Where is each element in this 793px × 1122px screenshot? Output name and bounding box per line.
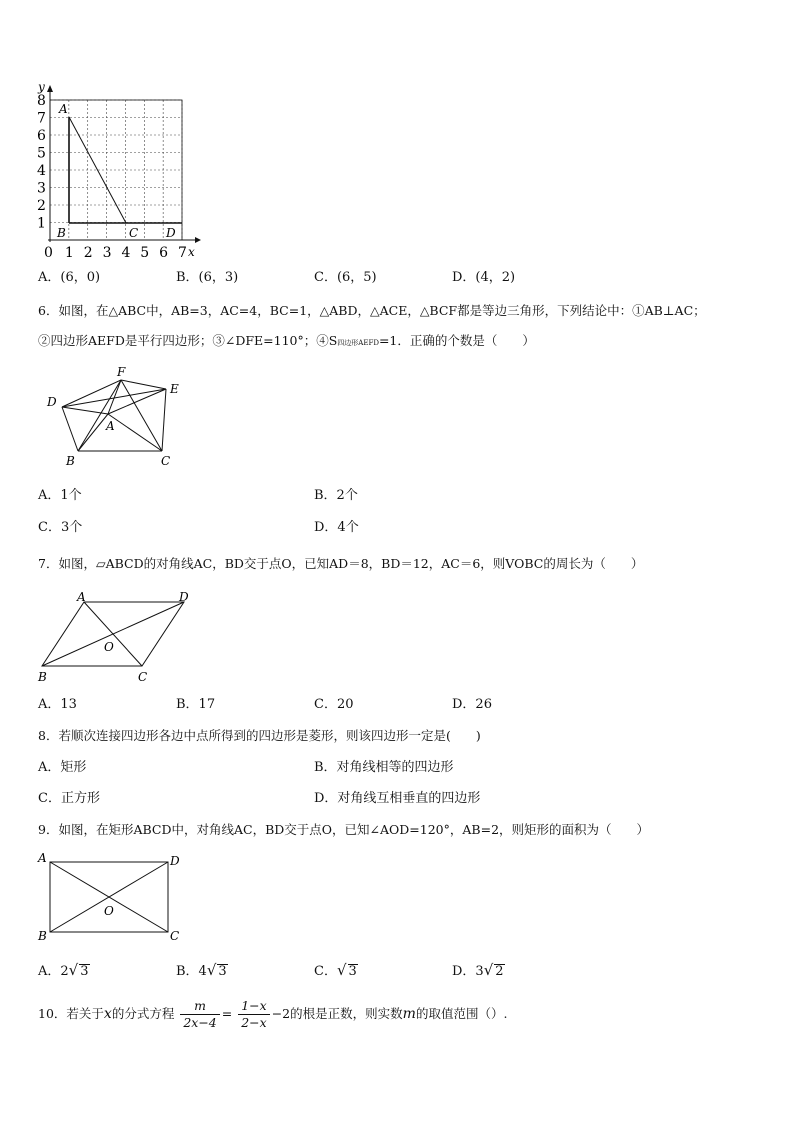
q6-line-DB <box>62 407 78 451</box>
y-tick-label: 6 <box>37 128 46 144</box>
q8-option-d[interactable]: D．对角线互相垂直的四边形 <box>314 791 481 806</box>
q10-var-m: m <box>402 1006 416 1022</box>
q6-label-C: C <box>161 454 171 468</box>
point-label-A: A <box>59 102 68 116</box>
q8-option-a[interactable]: A．矩形 <box>38 760 87 775</box>
q7-option-d[interactable]: D．26 <box>452 697 492 712</box>
q6-line-AE <box>108 389 166 414</box>
y-tick-label: 2 <box>37 198 46 214</box>
q7-label-A: A <box>77 590 86 604</box>
q7-option-a[interactable]: A．13 <box>38 697 77 712</box>
q9-option-c-prefix: C． <box>314 964 337 979</box>
q10-fraction-1 <box>180 998 219 1031</box>
q9-option-a-radicand: 3 <box>80 964 89 979</box>
q6-option-d[interactable]: D．4个 <box>314 520 359 535</box>
q6-figure <box>40 362 190 472</box>
q7-parallelogram-figure <box>34 588 204 686</box>
q7-stem: 7．如图，▱ABCD的对角线AC，BD交于点O，已知AD＝8，BD＝12，AC＝6，则VOBC的周长为（ ） <box>38 556 644 571</box>
q8-option-b[interactable]: B．对角线相等的四边形 <box>314 760 454 775</box>
q9-rectangle-figure <box>34 848 194 948</box>
q9-label-C: C <box>170 929 180 943</box>
x-tick-label: 3 <box>102 245 112 260</box>
q6-line-AB <box>78 414 108 451</box>
y-tick-label: 1 <box>37 215 46 232</box>
q6-option-c[interactable]: C．3个 <box>38 520 83 535</box>
q9-label-O: O <box>104 904 114 918</box>
y-tick-label: 8 <box>37 93 46 109</box>
q9-label-A: A <box>38 851 47 865</box>
q10-part2: 的分式方程 <box>111 1006 175 1021</box>
segment-AC <box>69 117 126 223</box>
grid-lines <box>50 100 182 240</box>
sqrt-icon: √ <box>206 961 217 979</box>
q10-var-x: x <box>103 1006 112 1022</box>
q7-option-b[interactable]: B．17 <box>176 697 216 712</box>
q8-stem: 8．若顺次连接四边形各边中点所得到的四边形是菱形，则该四边形一定是( ) <box>38 728 481 743</box>
q7-option-c[interactable]: C．20 <box>314 697 354 712</box>
q9-option-a[interactable] <box>38 962 90 980</box>
q6-option-b[interactable]: B．2个 <box>314 488 358 503</box>
q10-frac1-denominator: 2x−4 <box>183 1015 217 1030</box>
q9-option-b-prefix: B．4 <box>176 964 207 979</box>
x-tick-label: 5 <box>140 245 150 260</box>
q5-option-b[interactable]: B．(6，3) <box>176 270 239 285</box>
q6-stem-line2-part1: ②四边形AEFD是平行四边形；③∠DFE=110°；④S <box>38 333 338 348</box>
q9-label-B: B <box>38 929 47 943</box>
sqrt-icon: √ <box>336 961 347 979</box>
y-tick-label: 7 <box>37 110 46 127</box>
q6-stem-line1: 6．如图，在△ABC中，AB=3，AC=4，BC=1，△ABD，△ACE，△BCF都是等边三角形，下列结论中：①AB⊥AC； <box>38 303 706 318</box>
q9-stem: 9．如图，在矩形ABCD中，对角线AC，BD交于点O，已知∠AOD=120°，AB=2，则矩形的面积为（ ） <box>38 822 650 837</box>
coordinate-grid-figure <box>30 80 205 260</box>
q9-option-d[interactable] <box>452 962 505 980</box>
q6-option-a[interactable]: A．1个 <box>38 488 82 503</box>
point-label-B: B <box>57 226 66 240</box>
q10-stem <box>38 996 507 1032</box>
y-axis-arrow <box>47 85 53 92</box>
q8-option-c[interactable]: C．正方形 <box>38 791 100 806</box>
point-label-C: C <box>129 226 139 240</box>
point-label-D: D <box>166 226 176 240</box>
q7-label-O: O <box>104 640 114 654</box>
q6-label-D: D <box>47 395 57 409</box>
q5-option-d[interactable]: D．(4，2) <box>452 270 516 285</box>
y-tick-label: 4 <box>37 163 46 179</box>
q5-option-a[interactable]: A．(6，0) <box>38 270 101 285</box>
q7-label-B: B <box>38 670 47 684</box>
q5-option-c[interactable]: C．(6，5) <box>314 270 377 285</box>
x-tick-label: 4 <box>121 245 131 260</box>
q9-option-a-prefix: A．2 <box>38 964 69 979</box>
q6-stem-line2 <box>38 333 535 351</box>
q7-label-C: C <box>138 670 148 684</box>
q10-minus2: −2 <box>271 1006 291 1021</box>
q9-option-d-prefix: D．3 <box>452 964 484 979</box>
q10-frac2-numerator: 1−x <box>238 998 269 1015</box>
y-axis-label: y <box>38 80 45 94</box>
x-tick-label: 2 <box>83 245 93 260</box>
q10-part4: 的取值范围（）. <box>415 1006 508 1021</box>
q6-label-B: B <box>66 454 75 468</box>
q6-line-AC <box>108 414 162 451</box>
q9-option-b[interactable] <box>176 962 228 980</box>
q6-stem-line2-part2: =1．正确的个数是（ ） <box>378 333 535 348</box>
q6-line-FE <box>121 380 166 389</box>
q7-label-D: D <box>179 590 189 604</box>
x-tick-label: 0 <box>44 245 53 260</box>
q10-equals: = <box>221 1006 233 1021</box>
q10-fraction-2 <box>238 998 269 1031</box>
q6-label-A: A <box>106 419 115 433</box>
q6-area-subscript: 四边形AEFD <box>337 339 379 347</box>
q6-label-F: F <box>117 365 126 379</box>
q6-label-E: E <box>170 382 179 396</box>
q10-part1: 10．若关于 <box>38 1006 104 1021</box>
q9-option-b-radicand: 3 <box>218 964 227 979</box>
y-tick-label: 3 <box>37 180 46 197</box>
x-tick-label: 7 <box>178 245 187 260</box>
q10-part3: 的根是正数，则实数 <box>290 1006 403 1021</box>
y-tick-label: 5 <box>37 145 46 162</box>
x-axis-label: x <box>188 245 195 259</box>
sqrt-icon: √ <box>68 961 79 979</box>
y-tick-labels <box>37 93 46 232</box>
q10-frac1-numerator: m <box>180 998 219 1015</box>
q9-option-c-radicand: 3 <box>348 964 357 979</box>
x-tick-label: 1 <box>64 245 74 260</box>
q9-option-c[interactable] <box>314 962 358 980</box>
q6-line-EC <box>162 389 166 451</box>
q6-line-FB <box>78 380 121 451</box>
q10-frac2-denominator: 2−x <box>241 1015 267 1030</box>
x-tick-labels <box>44 245 187 260</box>
x-tick-label: 6 <box>159 245 169 260</box>
q9-option-d-radicand: 2 <box>495 964 504 979</box>
q9-label-D: D <box>170 854 180 868</box>
sqrt-icon: √ <box>483 961 494 979</box>
x-axis-arrow <box>195 237 201 243</box>
